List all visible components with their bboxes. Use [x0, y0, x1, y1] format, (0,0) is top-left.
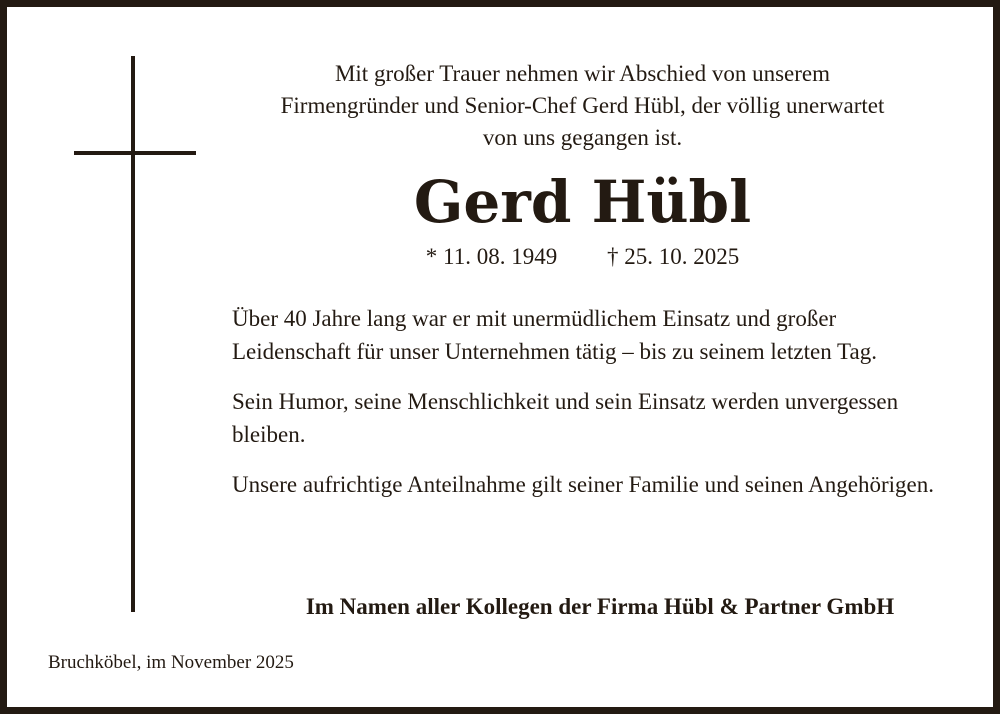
- place-date: Bruchköbel, im November 2025: [48, 652, 294, 673]
- intro-line-1: Mit großer Trauer nehmen wir Abschied von unserem: [334, 61, 831, 86]
- intro-text: [200, 58, 965, 154]
- cross-horizontal-bar: [74, 151, 196, 155]
- birth-date: * 11. 08. 1949: [425, 244, 558, 269]
- paragraph-humor: Sein Humor, seine Menschlichkeit und sein Einsatz werden unvergessen bleiben.: [232, 389, 899, 447]
- cross-vertical-bar: [131, 56, 135, 612]
- death-date: † 25. 10. 2025: [606, 244, 740, 269]
- paragraph-career: Über 40 Jahre lang war er mit unermüdlichem Einsatz und großer Leidenschaft für unser Unternehmen tätig – bis zu seinem letzten Tag.: [232, 306, 877, 364]
- paragraph-condolence: Unsere aufrichtige Anteilnahme gilt seiner Familie und seinen Angehörigen.: [232, 472, 934, 497]
- life-dates: [200, 242, 965, 272]
- obituary-body: [232, 302, 957, 518]
- signature: Im Namen aller Kollegen der Firma Hübl & Partner GmbH: [305, 594, 895, 619]
- deceased-name: Gerd Hübl: [413, 168, 752, 236]
- intro-line-2: Firmengründer und Senior-Chef Gerd Hübl, der völlig unerwartet: [280, 93, 885, 118]
- intro-line-3: von uns gegangen ist.: [482, 125, 683, 150]
